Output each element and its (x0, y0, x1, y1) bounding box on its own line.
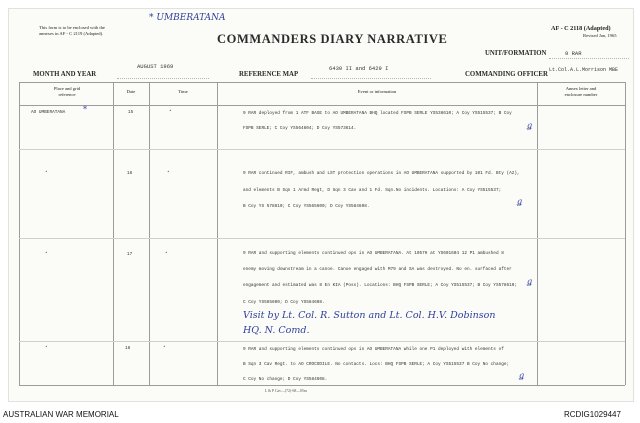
form-revised-date: Revised Jan, 1965 (583, 33, 617, 38)
entry-text-line: B Sqn 3 Cav Regt. to AO CROCODILE. No contacts. Locs: BHQ FSPB SERLE; A Coy YS515537 B Coy No change; (243, 362, 510, 367)
entry-text-line: B Coy YS 578610; C Coy YS565600; D Coy YS584608. (243, 204, 370, 209)
printer-line: L & P Cav—(72)-68—85m (265, 389, 307, 393)
entry-text-line: C Coy No change; D Coy YS584608. (243, 377, 328, 382)
place-asterisk-mark: * (83, 105, 87, 114)
column-header-annex: Annex letter and enclosure number (564, 86, 598, 97)
entry-text-line: enemy moving downstream in a canoe. Canoe engaged with M79 and SA was destroyed. No en. surfaced after (243, 267, 512, 272)
commanding-officer-value: Lt.Col.A.L.Morrison MBE (549, 67, 619, 73)
entry-time: * (163, 346, 166, 351)
initials-mark: ǥ (517, 197, 523, 206)
time-column-divider (149, 82, 150, 385)
entry-date: 17 (127, 252, 133, 257)
entry-text-line: 9 RAR and supporting elements continued ops in AO UMBERATANA. At 1057H at YS601604 12 P1 ambushed 8 (243, 251, 504, 256)
table-bottom-border (19, 385, 625, 386)
entry-text-line: engagement and estimated was 8 En KIA (Poss). Locations: BHQ FSPB SERLE; A Coy YS515537; B Coy YS578610; (243, 283, 518, 288)
page-title: COMMANDERS DIARY NARRATIVE (217, 32, 448, 46)
entry-place: * (45, 171, 48, 176)
map-underline (311, 78, 431, 79)
table-top-border (19, 82, 625, 83)
entry-place: * (45, 252, 48, 257)
initials-mark: ǥ (527, 277, 533, 286)
reference-map-value: 6430 II and 6429 I (329, 65, 389, 72)
table-header-border (19, 105, 625, 106)
row-divider (19, 341, 625, 342)
entry-place: AO UMBERATANA (31, 110, 66, 115)
column-header-time: Time (178, 89, 188, 94)
column-header-event: Event or information (357, 89, 397, 94)
reference-map-label: REFERENCE MAP (239, 71, 299, 78)
handwritten-visit-note: Visit by Lt. Col. R. Sutton and Lt. Col. H.V. Dobinson (243, 310, 496, 321)
date-column-divider (113, 82, 114, 385)
table-right-border (625, 82, 626, 385)
archive-credit: AUSTRALIAN WAR MEMORIAL (3, 410, 119, 419)
diary-page (8, 8, 634, 402)
unit-formation-value: 9 RAR (565, 50, 582, 57)
entry-date: 16 (127, 171, 133, 176)
unit-formation-label: UNIT/FORMATION (485, 50, 547, 57)
entry-text-line: C Coy YS565600; D Coy YS584608. (243, 300, 325, 305)
entry-time: * (169, 110, 172, 115)
entry-text-line: 9 RAR continued RIF, ambush and LST protection operations in AO UMBERATANA supported by 101 Fd. Bty (A2), (243, 171, 520, 176)
handwritten-unit-name: * UMBERATANA (149, 13, 226, 23)
entry-text-line: FSPB SERLE; C Coy YS564604; D Coy YS573614. (243, 126, 357, 131)
entry-place: * (45, 346, 48, 351)
entry-time: * (165, 252, 168, 257)
entry-text-line: and elements B Sqn 1 Armd Regt, D Sqn 3 Cav and 1 Fd. Sqn.No incidents. Locations: A Coy YS515537; (243, 188, 502, 193)
initials-mark: ǥ (527, 121, 533, 130)
form-number: AF - C 2118 (Adapted) (551, 25, 611, 32)
month-year-label: MONTH AND YEAR (33, 71, 97, 78)
column-header-date: Date (126, 89, 136, 94)
column-header-place: Place and grid reference (53, 86, 81, 97)
table-left-border (19, 82, 20, 385)
entry-date: 18 (125, 346, 131, 351)
archive-record-id: RCDIG1029447 (564, 410, 621, 419)
row-divider (19, 238, 625, 239)
annex-column-divider (537, 82, 538, 385)
initials-mark: ǥ (519, 371, 525, 380)
event-column-divider (217, 82, 218, 385)
month-year-value: AUGUST 1969 (137, 63, 174, 70)
row-divider (19, 149, 625, 150)
entry-time: * (167, 171, 170, 176)
unit-underline (549, 58, 629, 59)
commanding-officer-label: COMMANDING OFFICER (465, 71, 548, 78)
enclosure-note: This form is to be enclosed with the annexes in AF - C 2119 (Adapted). (39, 25, 105, 36)
entry-text-line: 9 RAR deployed from 1 ATF BASE to AO UMBERATANA BHQ located FSPB SERLE YS538610; A Coy YS515537; B Coy (243, 111, 512, 116)
month-underline (117, 78, 209, 79)
entry-date: 15 (128, 110, 134, 115)
entry-text-line: 9 RAR and supporting elements continued ops in AO UMBERATANA while one P1 deployed with elements of (243, 347, 504, 352)
handwritten-visit-note-hq: HQ. N. Comd. (243, 325, 310, 336)
